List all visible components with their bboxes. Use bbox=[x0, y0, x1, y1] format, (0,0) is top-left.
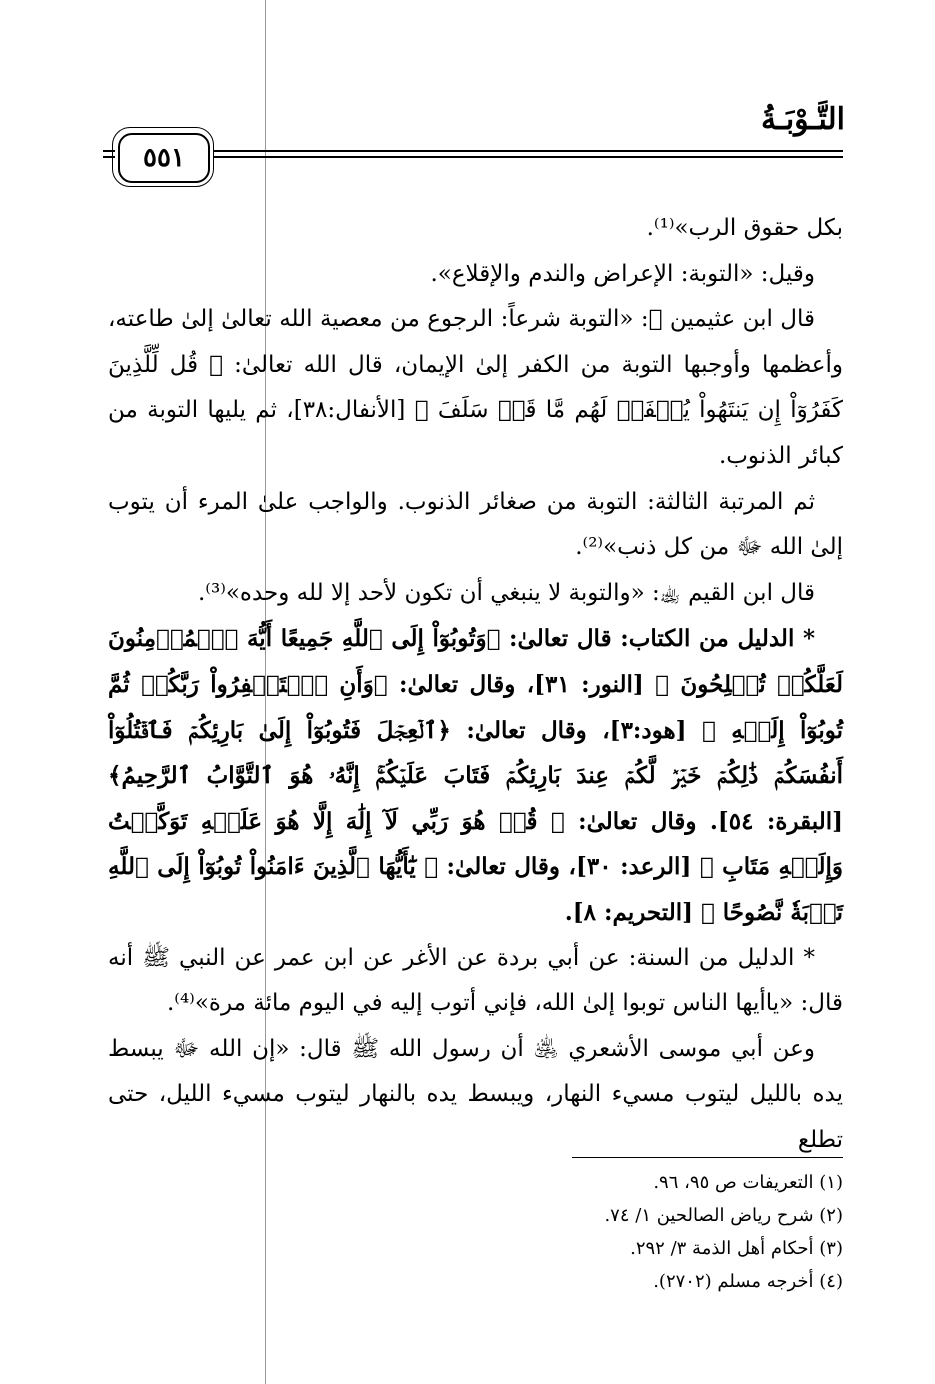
footnote: (٢) شرح رياض الصالحين ١/ ٧٤. bbox=[604, 1205, 843, 1226]
paragraph: وقيل: «التوبة: الإعراض والندم والإقلاع». bbox=[430, 260, 815, 287]
header-rule-bottom bbox=[213, 156, 843, 158]
header-dash-top bbox=[103, 150, 115, 152]
header-dash-bottom bbox=[103, 156, 115, 158]
paragraph-quran-evidence: * الدليل من الكتاب: قال تعالىٰ: ﴿وَتُوبُوٓاْ إِلَى ٱللَّهِ جَمِيعًا أَيُّهَ ٱلۡمُؤۡمِنُونَ لَعَلَّكُمۡ تُفۡلِحُونَ ﴾ [النور: ٣١]، وقال تعالىٰ: ﴿وَأَنِ ٱسۡتَغۡفِرُواْ رَبَّكُمۡ ثُمَّ تُوبُوٓاْ إِلَيۡهِ ﴾ [هود:٣]، وقال تعالىٰ: ﴿ٱلۡعِجۡلَ فَتُوبُوٓاْ إِلَىٰ بَارِئِكُمۡ فَٱقۡتُلُوٓاْ أَنفُسَكُمۡ ذَٰلِكُمۡ خَيۡرٞ لَّكُمۡ عِندَ بَارِئِكُمۡ فَتَابَ عَلَيۡكُمۡۚ إِنَّهُۥ هُوَ ٱلتَّوَّابُ ٱلرَّحِيمُ﴾ [البقرة: ٥٤]. وقال تعالىٰ: ﴿ قُلۡ هُوَ رَبِّي لَآ إِلَٰهَ إِلَّا هُوَ عَلَيۡهِ تَوَكَّلۡتُ وَإِلَيۡهِ مَتَابِ ﴾ [الرعد: ٣٠]، وقال تعالىٰ: ﴿ يَٰٓأَيُّهَا ٱلَّذِينَ ءَامَنُواْ تُوبُوٓاْ إِلَى ٱللَّهِ تَوۡبَةٗ نَّصُوحًا ﴾ [التحريم: ٨]. bbox=[108, 625, 844, 926]
paragraph: قال ابن القيم ﵀: «والتوبة لا ينبغي أن تكون لأحد إلا لله وحده»⁽³⁾. bbox=[197, 579, 815, 606]
paragraph: وعن أبي موسى الأشعري ﵁ أن رسول الله ﷺ قال: «إن الله ﷻ يبسط يده بالليل ليتوب مسيء النهار، ويبسط يده بالنهار ليتوب مسيء الليل، حتى تطلع bbox=[108, 1035, 843, 1153]
footnotes bbox=[108, 1166, 843, 1298]
main-text bbox=[108, 206, 843, 1163]
paragraph: بكل حقوق الرب»⁽¹⁾. bbox=[646, 215, 843, 241]
chapter-title: التَّـوْبَـةُ bbox=[760, 102, 845, 137]
paragraph-sunnah-evidence: * الدليل من السنة: عن أبي بردة عن الأغر عن ابن عمر عن النبي ﷺ أنه قال: «ياأيها الناس توبوا إلىٰ الله، فإني أتوب إليه في اليوم مائة مرة»⁽⁴⁾. bbox=[108, 944, 843, 1017]
footnote: (٤) أخرجه مسلم (٢٧٠٢). bbox=[653, 1271, 843, 1292]
page-number: ٥٥١ bbox=[118, 133, 210, 183]
footnote-separator bbox=[572, 1157, 843, 1158]
paragraph: ثم المرتبة الثالثة: التوبة من صغائر الذنوب. والواجب علىٰ المرء أن يتوب إلىٰ الله ﷻ من كل ذنب»⁽²⁾. bbox=[108, 488, 843, 561]
footnote: (١) التعريفات ص ٩٥، ٩٦. bbox=[653, 1172, 843, 1193]
header-rule-top bbox=[213, 150, 843, 152]
footnote: (٣) أحكام أهل الذمة ٣/ ٢٩٢. bbox=[630, 1238, 843, 1259]
paragraph: قال ابن عثيمين ﵀: «التوبة شرعاً: الرجوع من معصية الله تعالىٰ إلىٰ طاعته، وأعظمها وأوجبها التوبة من الكفر إلىٰ الإيمان، قال الله تعالىٰ: ﴿ قُل لِّلَّذِينَ كَفَرُوٓاْ إِن يَنتَهُواْ يُغۡفَرۡ لَهُم مَّا قَدۡ سَلَفَ ﴾ [الأنفال:٣٨]، ثم يليها التوبة من كبائر الذنوب. bbox=[108, 306, 843, 469]
